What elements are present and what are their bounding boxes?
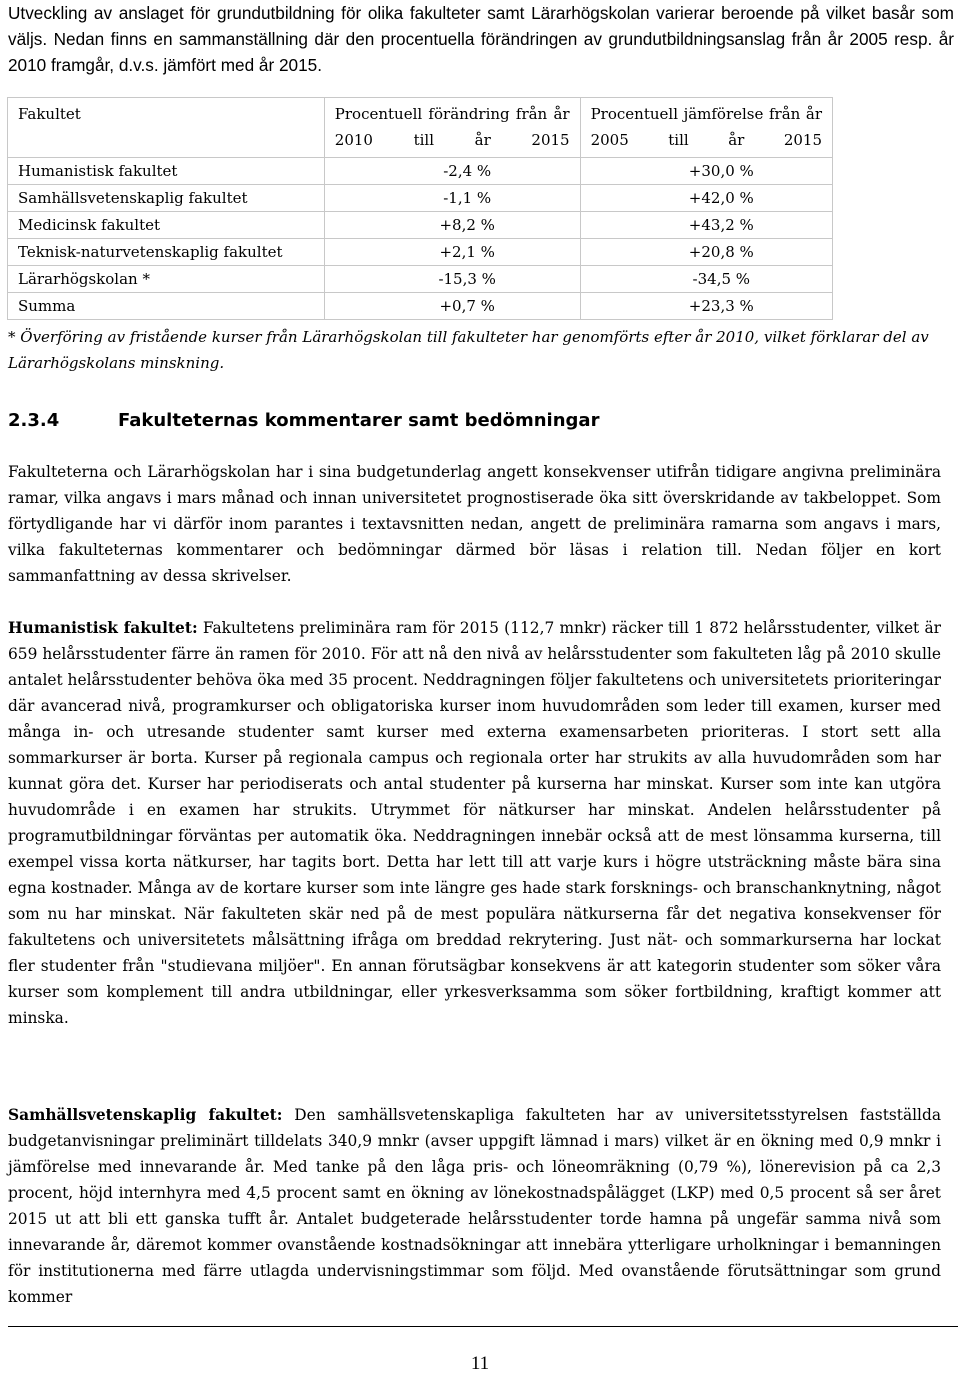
table-cell: +2,1 % (324, 239, 580, 266)
table-row (8, 266, 833, 293)
table-cell: Humanistisk fakultet (8, 158, 325, 185)
table-cell: +0,7 % (324, 293, 580, 320)
intro-comments-paragraph: Fakulteterna och Lärarhögskolan har i sina budgetunderlag angett konsekvenser utifrån tidigare angivna preliminära ramar, vilka angavs i mars månad och innan universitetet prognostiserade öka sitt överskridande av takbeloppet. Som förtydligande har vi därför inom parantes i textavsnitten nedan, angett de preliminära ramarna som angavs i mars, vilka fakulteternas kommentarer och bedömningar därmed bör läsas i relation till. Nedan följer en kort sammanfattning av dessa skrivelser. (8, 463, 941, 585)
table-cell: +8,2 % (324, 212, 580, 239)
table-cell: -34,5 % (580, 266, 832, 293)
samhall-text: Den samhällsvetenskapliga fakulteten har av universitetsstyrelsen fastställda budgetanvisningar preliminärt tilldelats 340,9 mnkr (avser uppgift lämnad i mars) vilket är en ökning med 0,9 mnkr i jämförelse med innevarande år. Med tanke på den låga pris- och löneomräkning (0,79 %), lönerevision på ca 2,3 procent, höjd internhyra med 4,5 procent samt en ökning av lönekostnadspålägget (LKP) med 0,5 procent så ser året 2015 ut att bli ett ganska tufft år. Antalet budgeterade helårsstudenter torde hamna på ungefär samma nivå som innevarande år, däremot kommer ovanstående kostnadsökningar att innebära ytterligare urholkningar i bemanningen för institutionerna med färre utlagda undervisningstimmar som följd. Med ovanstående förutsättningar som grund kommer (8, 1106, 942, 1306)
table-cell: +23,3 % (580, 293, 832, 320)
section-number: 2.3.4 (8, 410, 60, 431)
table-row (8, 293, 833, 320)
table-cell: Samhällsvetenskaplig fakultet (8, 185, 325, 212)
table-cell: +20,8 % (580, 239, 832, 266)
humanistisk-label: Humanistisk fakultet: (8, 619, 198, 637)
table-footnote: * Överföring av fristående kurser från Lärarhögskolan till fakulteter har genomförts efter år 2010, vilket förklarar del av Lärarhögskolans minskning. (8, 328, 929, 372)
table-cell: -2,4 % (324, 158, 580, 185)
table-header-row (8, 98, 833, 158)
table-cell: -15,3 % (324, 266, 580, 293)
table-cell: Teknisk-naturvetenskaplig fakultet (8, 239, 325, 266)
table-cell: +30,0 % (580, 158, 832, 185)
table-header-cell: Procentuell jämförelse från år 2005 till år 2015 (580, 98, 832, 158)
section-heading (8, 408, 908, 434)
table-cell: +43,2 % (580, 212, 832, 239)
table-cell: Lärarhögskolan * (8, 266, 325, 293)
humanistisk-paragraph (8, 615, 941, 1031)
samhall-label: Samhällsvetenskaplig fakultet: (8, 1106, 283, 1124)
section-title: Fakulteternas kommentarer samt bedömningar (118, 410, 600, 431)
table-cell: Medicinsk fakultet (8, 212, 325, 239)
table-row (8, 212, 833, 239)
table-row (8, 158, 833, 185)
table-header-cell: Procentuell förändring från år 2010 till år 2015 (324, 98, 580, 158)
footer-divider (8, 1326, 958, 1327)
table-header-cell: Fakultet (8, 98, 325, 158)
table-cell: -1,1 % (324, 185, 580, 212)
table-row (8, 239, 833, 266)
page-number: 11 (470, 1353, 490, 1374)
faculty-change-table (7, 97, 833, 320)
humanistisk-text: Fakultetens preliminära ram för 2015 (112,7 mnkr) räcker till 1 872 helårsstudenter, vilket är 659 helårsstudenter färre än ramen för 2010. För att nå den nivå av helårsstudenter som fakulteten låg på 2010 skulle antalet helårsstudenter behöva öka med 35 procent. Neddragningen följer fakultetens och universitetets prioriteringar där avancerad nivå, programkurser och obligatoriska kurser inom huvudområden som leder till examen, kurser med många in- och utresande studenter samt kurser med externa examensarbeten prioriteras. I stort sett alla sommarkurser är borta. Kurser på regionala campus och regionala orter har strukits av alla huvudområden som har kunnat göra det. Kurser har periodiserats och antal studenter på kurserna har minskat. Kurser som inte kan utgöra huvudområde i en examen har strukits. Utrymmet för nätkurser har minskat. Andelen helårsstudenter på programutbildningar förväntas per automatik öka. Neddragningen innebär också att de mest lönsamma kurserna, till exempel vissa korta nätkurser, har tagits bort. Detta har lett till att varje kurs i högre utsträckning måste bära sina egna kostnader. Många av de kortare kurser som inte längre ges hade stark forsknings- och branschanknytning, något som nu har minskat. När fakulteten skär ned på de mest populära nätkurserna får det negativa konsekvenser för fakultetens och universitetets målsättning ifråga om breddad rekrytering. Just nät- och sommarkurserna har lockat fler studenter från "studievana miljöer". En annan förutsägbar konsekvens är att kategorin studenter som söker våra kurser som komplement till andra utbildningar, eller yrkesverksamma som söker fortbildning, kraftigt kommer att minska. (8, 619, 941, 1027)
table-row (8, 185, 833, 212)
table-cell: +42,0 % (580, 185, 832, 212)
samhall-paragraph (8, 1102, 941, 1310)
intro-paragraph: Utveckling av anslaget för grundutbildning för olika fakulteter samt Lärarhögskolan varierar beroende på vilket basår som väljs. Nedan finns en sammanställning där den procentuella förändringen av grundutbildningsanslag från år 2005 resp. år 2010 framgår, d.v.s. jämfört med år 2015. (8, 3, 954, 75)
table-cell: Summa (8, 293, 325, 320)
